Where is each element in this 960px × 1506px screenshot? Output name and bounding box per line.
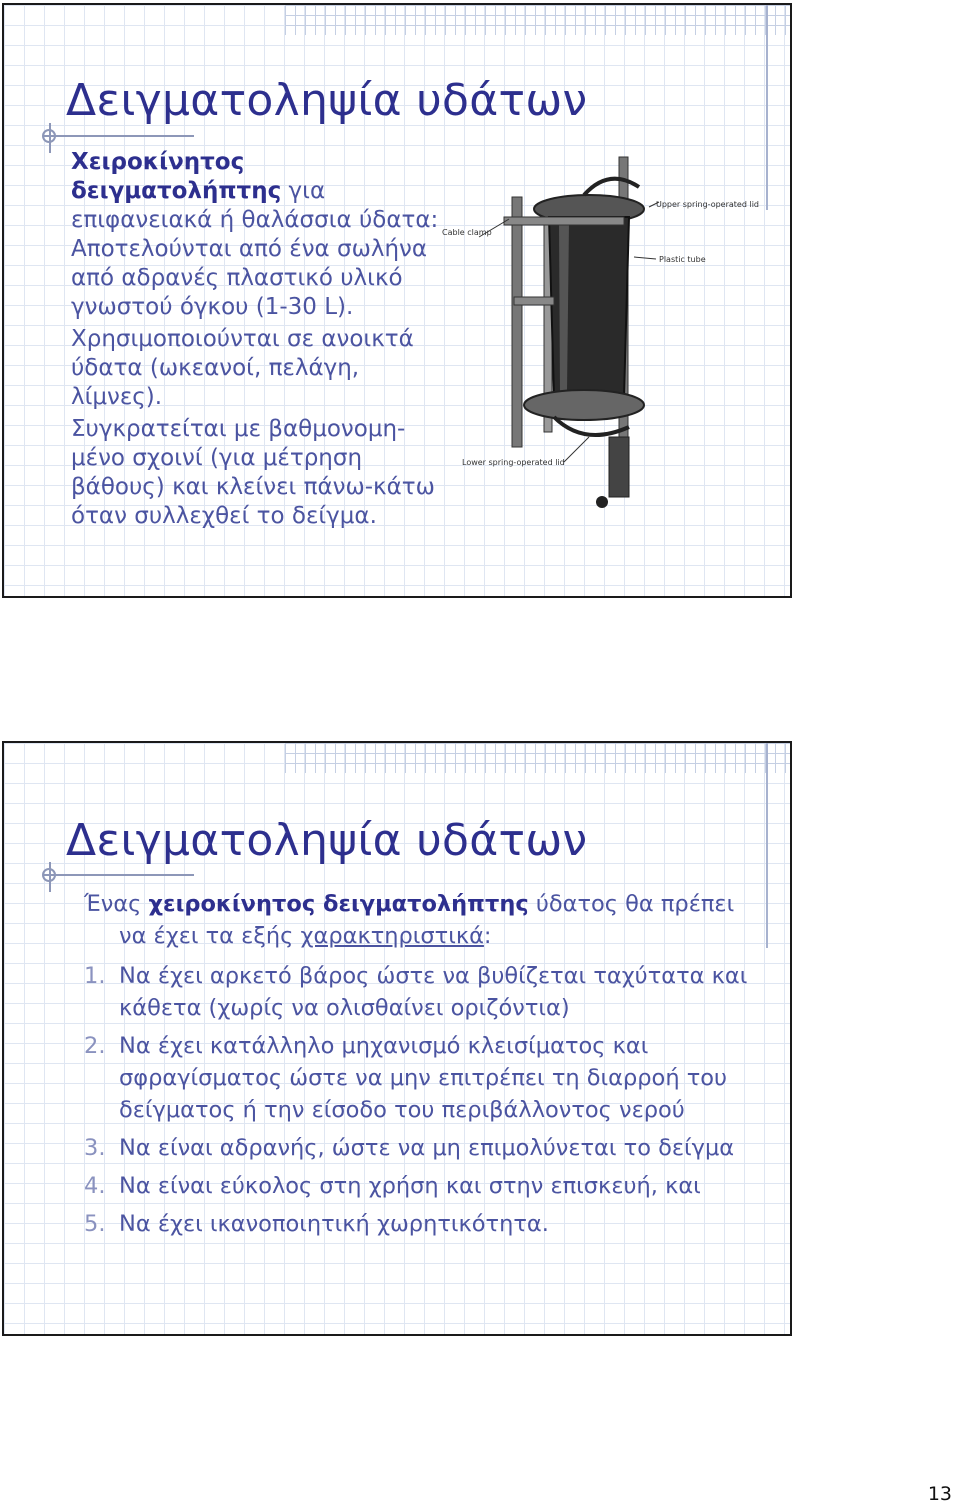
- list-item: [84, 1170, 774, 1202]
- leader-lower: [564, 437, 589, 462]
- water-sampler-figure: [434, 147, 774, 567]
- title-bullet-circle: [42, 868, 56, 882]
- label-cable-clamp: Cable clamp: [442, 228, 492, 237]
- list-item: [84, 960, 774, 1024]
- list-text: Να έχει κατάλληλο μηχανισμό κλεισίματος και σφραγίσματος ώστε να μην επιτρέπει τη διαρροή του δείγματος ή την είσοδο του περιβάλλοντος νερού: [119, 1033, 728, 1123]
- slide-body: [71, 148, 451, 534]
- release-knob: [596, 496, 608, 508]
- paragraph-3: Συγκρατείται με βαθμονομη-μένο σχοινί (για μέτρηση βάθους) και κλείνει πάνω-κάτω όταν συλλεχθεί το δείγμα.: [71, 416, 435, 529]
- slide-1: [2, 3, 792, 598]
- list-number: 2.: [84, 1033, 106, 1059]
- slide-grid-band: [285, 743, 790, 773]
- title-underline: [44, 135, 194, 137]
- paragraph-1-text: για επιφανειακά ή θαλάσσια ύδατα: Αποτελούνται από ένα σωλήνα από αδρανές πλαστικό υλικό γνωστού όγκου (1-30 L).: [71, 178, 439, 320]
- slide-body: [84, 888, 774, 1246]
- list-item: [84, 1132, 774, 1164]
- intro-pre: Ένας: [84, 891, 149, 917]
- list-text: Να είναι αδρανής, ώστε να μη επιμολύνεται το δείγμα: [119, 1135, 735, 1161]
- bold-term: Χειροκίνητος δειγματολήπτης: [71, 149, 282, 204]
- list-text: Να είναι εύκολος στη χρήση και στην επισκευή, και: [119, 1173, 701, 1199]
- label-upper-lid: Upper spring-operated lid: [656, 200, 759, 209]
- requirements-list: [84, 960, 774, 1240]
- slide-title: Δειγματοληψία υδάτων: [66, 815, 588, 866]
- intro-line2-text: να έχει τα εξής: [119, 923, 301, 949]
- slide-2: [2, 741, 792, 1336]
- list-text: Να έχει ικανοποιητική χωρητικότητα.: [119, 1211, 549, 1237]
- intro-mid: ύδατος θα πρέπει: [528, 891, 735, 917]
- intro-line-2: [84, 920, 774, 952]
- list-number: 5.: [84, 1211, 106, 1237]
- title-underline: [44, 874, 194, 876]
- upper-lid-spring: [584, 179, 639, 195]
- list-item: [84, 1208, 774, 1240]
- list-number: 1.: [84, 963, 106, 989]
- label-plastic-tube: Plastic tube: [659, 255, 706, 264]
- list-item: [84, 1030, 774, 1126]
- intro-paragraph: [84, 888, 774, 952]
- paragraph-2: Χρησιμοποιούνται σε ανοικτά ύδατα (ωκεανοί, πελάγη, λίμνες).: [71, 326, 414, 410]
- paragraph-1: [71, 148, 451, 322]
- rod-bracket: [514, 297, 554, 305]
- underlined-term: χαρακτηριστικά: [300, 923, 484, 949]
- title-bullet-circle: [42, 129, 56, 143]
- list-number: 4.: [84, 1173, 106, 1199]
- bold-term: χειροκίνητος δειγματολήπτης: [148, 891, 529, 917]
- cable-clamp: [504, 217, 624, 225]
- lower-lid: [524, 390, 644, 420]
- intro-colon: :: [483, 923, 492, 949]
- release-mechanism: [609, 437, 629, 497]
- list-number: 3.: [84, 1135, 106, 1161]
- slide-title: Δειγματοληψία υδάτων: [66, 75, 588, 126]
- sampler-left-rod: [512, 197, 522, 447]
- leader-tube: [634, 257, 656, 259]
- label-lower-lid: Lower spring-operated lid: [462, 458, 565, 467]
- slide-grid-band: [285, 5, 790, 35]
- page-number: 13: [927, 1483, 952, 1505]
- list-text: Να έχει αρκετό βάρος ώστε να βυθίζεται ταχύτατα και κάθετα (χωρίς να ολισθαίνει οριζόντια): [119, 963, 748, 1021]
